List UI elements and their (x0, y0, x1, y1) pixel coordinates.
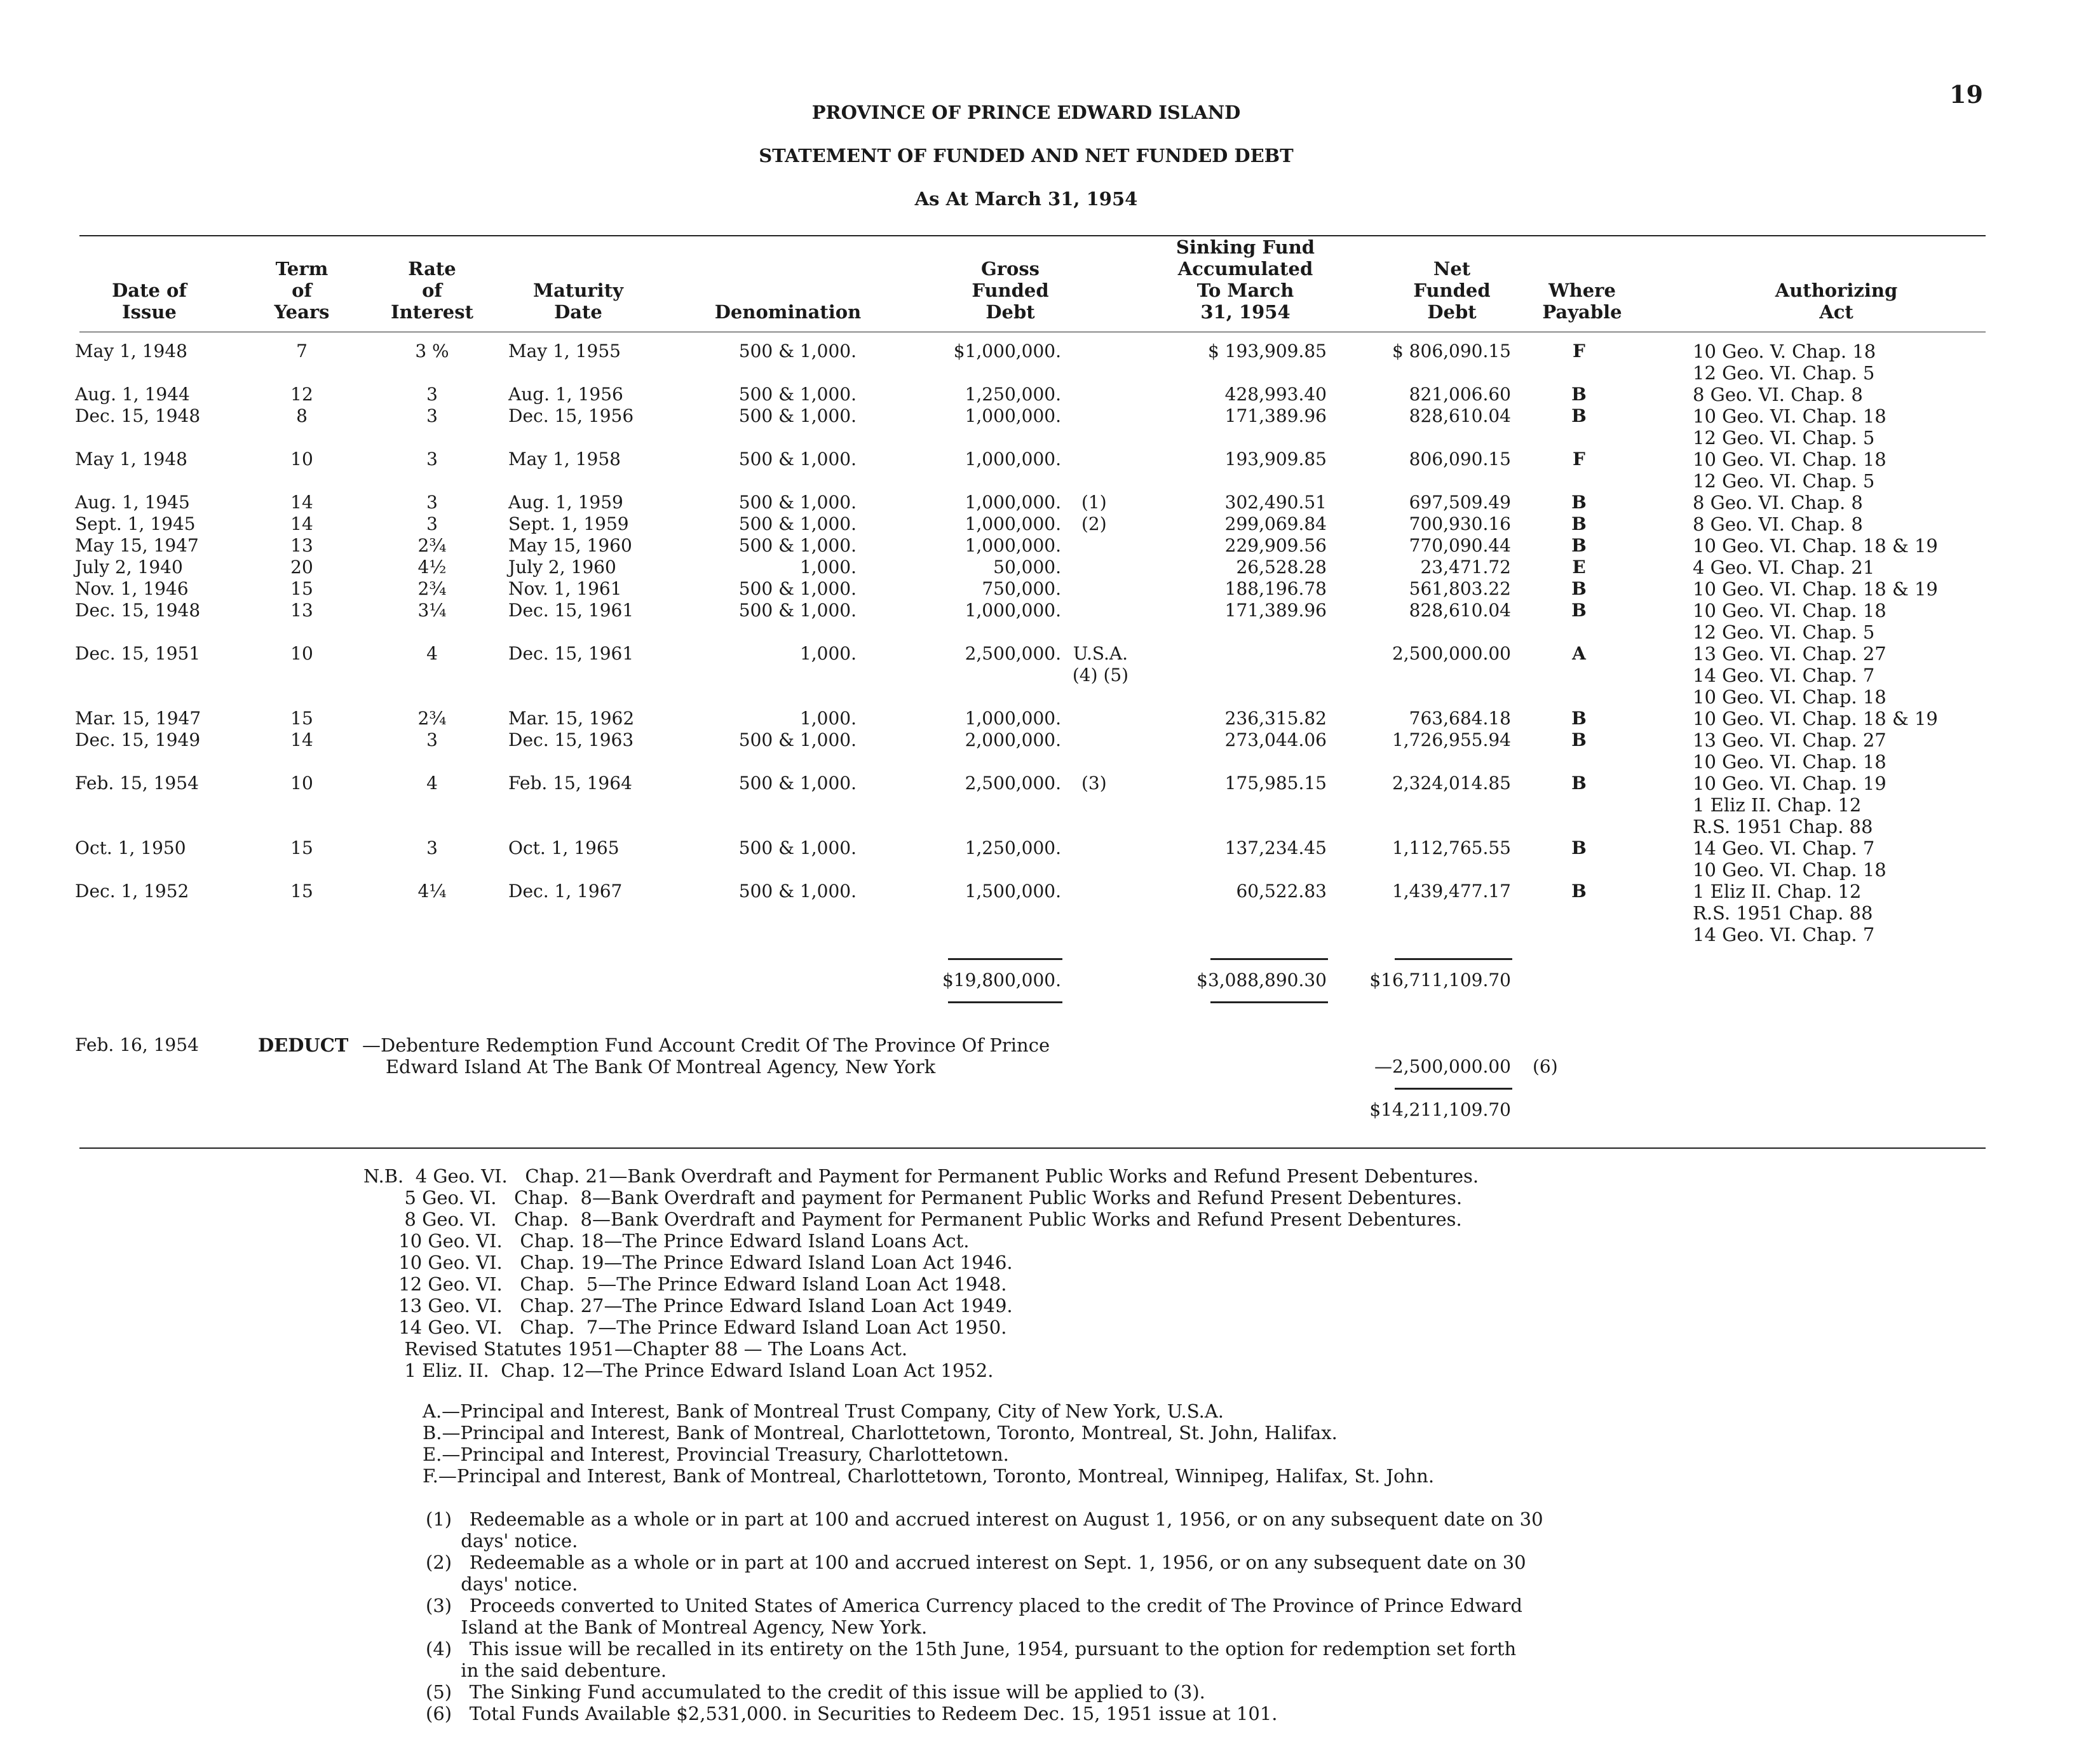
header-sinking: Sinking Fund Accumulated To March 31, 1954 (1175, 236, 1315, 323)
cell-denomination: 500 & 1,000. (738, 405, 857, 426)
cell-auth: 10 Geo. V. Chap. 18 12 Geo. VI. Chap. 5 (1693, 341, 1876, 384)
cell-gross: 1,000,000. (965, 535, 1061, 556)
cell-gross-note: U.S.A. (4) (5) (1072, 643, 1129, 686)
footnote-line: (6) Total Funds Available $2,531,000. in Securities to Redeem Dec. 15, 1951 issue at 101. (426, 1703, 1278, 1724)
cell-auth: 8 Geo. VI. Chap. 8 (1693, 513, 1863, 535)
cell-sinking: 229,909.56 (1224, 535, 1327, 556)
cell-auth: 10 Geo. VI. Chap. 18 & 19 (1693, 578, 1938, 600)
cell-maturity: Mar. 15, 1962 (508, 708, 635, 729)
cell-sinking: 137,234.45 (1224, 837, 1327, 858)
cell-maturity: Nov. 1, 1961 (508, 578, 622, 599)
legislation-line: 10 Geo. VI. Chap. 19—The Prince Edward Island Loan Act 1946. (363, 1252, 1013, 1273)
cell-net: 697,509.49 (1409, 492, 1511, 513)
cell-term: 14 (290, 513, 313, 534)
cell-denomination: 500 & 1,000. (738, 837, 857, 858)
legislation-line: 5 Geo. VI. Chap. 8—Bank Overdraft and payment for Permanent Public Works and Refund Present Debentures. (363, 1187, 1463, 1208)
cell-net: 806,090.15 (1409, 449, 1511, 470)
cell-net: 828,610.04 (1409, 405, 1511, 426)
top-rule (79, 235, 1986, 236)
footnote-line: (3) Proceeds converted to United States of America Currency placed to the credit of The Province of Prince Edward Island at the Bank of Montreal Agency, New York. (426, 1595, 1522, 1638)
cell-gross: 1,250,000. (965, 384, 1061, 405)
cell-maturity: July 2, 1960 (508, 557, 616, 578)
cell-date: Oct. 1, 1950 (75, 837, 186, 858)
cell-where: F (1573, 449, 1585, 470)
cell-term: 13 (290, 535, 313, 556)
statement-title: STATEMENT OF FUNDED AND NET FUNDED DEBT (759, 145, 1294, 166)
cell-maturity: Aug. 1, 1959 (508, 492, 623, 513)
cell-rate: 3 % (415, 341, 449, 362)
cell-maturity: May 1, 1955 (508, 341, 621, 362)
header-term: Term of Years (274, 258, 330, 323)
cell-rate: 3 (426, 492, 438, 513)
cell-date: Aug. 1, 1945 (75, 492, 190, 513)
cell-gross-note: (1) (1081, 492, 1107, 513)
deduct-amount: —2,500,000.00 (1374, 1056, 1511, 1077)
cell-date: Nov. 1, 1946 (75, 578, 189, 599)
cell-net: 23,471.72 (1420, 557, 1511, 578)
cell-rate: 3 (426, 405, 438, 426)
cell-rate: 2¾ (417, 535, 447, 556)
cell-date: Feb. 15, 1954 (75, 773, 199, 794)
gross-total-underline (948, 1001, 1062, 1003)
cell-where: B (1571, 773, 1587, 794)
cell-maturity: Oct. 1, 1965 (508, 837, 620, 858)
cell-date: May 1, 1948 (75, 341, 187, 362)
cell-rate: 4 (426, 643, 438, 664)
cell-term: 10 (290, 773, 313, 794)
cell-date: Dec. 15, 1951 (75, 643, 201, 664)
cell-sinking: $ 193,909.85 (1207, 341, 1327, 362)
cell-denomination: 1,000. (799, 708, 857, 729)
cell-gross: 2,000,000. (965, 729, 1061, 750)
cell-term: 14 (290, 729, 313, 750)
cell-gross-note: (3) (1081, 773, 1107, 794)
cell-where: F (1573, 341, 1585, 362)
payable-legend-line: B.—Principal and Interest, Bank of Montreal, Charlottetown, Toronto, Montreal, St. John, Halifax. (423, 1422, 1338, 1444)
cell-maturity: Dec. 1, 1967 (508, 881, 623, 902)
cell-maturity: May 15, 1960 (508, 535, 632, 556)
cell-rate: 2¾ (417, 708, 447, 729)
cell-sinking: 188,196.78 (1224, 578, 1327, 599)
legislation-line: 10 Geo. VI. Chap. 18—The Prince Edward Island Loans Act. (363, 1230, 970, 1252)
cell-date: July 2, 1940 (75, 557, 183, 578)
cell-term: 20 (290, 557, 313, 578)
cell-sinking: 236,315.82 (1224, 708, 1327, 729)
cell-date: May 15, 1947 (75, 535, 199, 556)
cell-gross: 1,000,000. (965, 513, 1061, 534)
cell-date: Mar. 15, 1947 (75, 708, 201, 729)
cell-term: 8 (296, 405, 308, 426)
header-denomination: Denomination (714, 301, 862, 323)
cell-auth: 10 Geo. VI. Chap. 19 1 Eliz II. Chap. 12 R.S. 1951 Chap. 88 (1693, 773, 1887, 837)
cell-auth: 13 Geo. VI. Chap. 27 14 Geo. VI. Chap. 7 10 Geo. VI. Chap. 18 (1693, 643, 1887, 708)
header-rate: Rate of Interest (391, 258, 473, 323)
cell-denomination: 500 & 1,000. (738, 729, 857, 750)
cell-denomination: 500 & 1,000. (738, 773, 857, 794)
header-auth: Authorizing Act (1775, 280, 1898, 323)
legislation-line: 1 Eliz. II. Chap. 12—The Prince Edward Island Loan Act 1952. (363, 1360, 994, 1381)
cell-denomination: 1,000. (799, 643, 857, 664)
cell-maturity: Aug. 1, 1956 (508, 384, 623, 405)
cell-rate: 3 (426, 449, 438, 470)
cell-term: 15 (290, 578, 313, 599)
sink-total-underline (1210, 1001, 1328, 1003)
cell-auth: 10 Geo. VI. Chap. 18 12 Geo. VI. Chap. 5 (1693, 449, 1887, 492)
cell-where: B (1571, 881, 1587, 902)
cell-denomination: 500 & 1,000. (738, 341, 857, 362)
cell-date: Dec. 1, 1952 (75, 881, 189, 902)
net-total-rule (1395, 958, 1512, 960)
cell-denomination: 500 & 1,000. (738, 513, 857, 534)
cell-sinking: 171,389.96 (1224, 600, 1327, 621)
deduct-rule (1395, 1088, 1512, 1090)
cell-date: Aug. 1, 1944 (75, 384, 190, 405)
cell-where: B (1571, 600, 1587, 621)
bottom-rule (79, 1147, 1986, 1149)
cell-net: 700,930.16 (1409, 513, 1511, 534)
cell-sinking: 299,069.84 (1224, 513, 1327, 534)
cell-rate: 3 (426, 837, 438, 858)
total-gross: $19,800,000. (942, 970, 1061, 991)
cell-term: 10 (290, 643, 313, 664)
cell-net: 561,803.22 (1409, 578, 1511, 599)
legislation-line: 13 Geo. VI. Chap. 27—The Prince Edward Island Loan Act 1949. (363, 1295, 1013, 1316)
cell-auth: 10 Geo. VI. Chap. 18 12 Geo. VI. Chap. 5 (1693, 405, 1887, 449)
deduct-note: (6) (1533, 1056, 1558, 1077)
cell-date: Dec. 15, 1948 (75, 405, 201, 426)
cell-net: 1,112,765.55 (1392, 837, 1511, 858)
cell-net: 821,006.60 (1409, 384, 1511, 405)
cell-sinking: 302,490.51 (1224, 492, 1327, 513)
cell-rate: 3 (426, 729, 438, 750)
cell-auth: 10 Geo. VI. Chap. 18 & 19 (1693, 708, 1938, 729)
cell-term: 15 (290, 837, 313, 858)
cell-where: B (1571, 837, 1587, 858)
cell-date: Dec. 15, 1949 (75, 729, 201, 750)
cell-maturity: Dec. 15, 1956 (508, 405, 634, 426)
cell-term: 7 (296, 341, 308, 362)
cell-denomination: 500 & 1,000. (738, 600, 857, 621)
cell-where: B (1571, 492, 1587, 513)
legislation-line: 12 Geo. VI. Chap. 5—The Prince Edward Island Loan Act 1948. (363, 1273, 1007, 1295)
cell-gross: $1,000,000. (953, 341, 1061, 362)
cell-term: 14 (290, 492, 313, 513)
cell-maturity: Sept. 1, 1959 (508, 513, 629, 534)
header-gross: Gross Funded Debt (972, 258, 1049, 323)
footnote-line: (4) This issue will be recalled in its entirety on the 15th June, 1954, pursuant to the option for redemption set forth in the said debenture. (426, 1638, 1517, 1681)
header-maturity: Maturity Date (533, 280, 623, 323)
legislation-line: Revised Statutes 1951—Chapter 88 — The Loans Act. (363, 1338, 908, 1360)
payable-legend-line: A.—Principal and Interest, Bank of Montreal Trust Company, City of New York, U.S.A. (423, 1400, 1224, 1422)
cell-sinking: 193,909.85 (1224, 449, 1327, 470)
cell-where: B (1571, 535, 1587, 556)
cell-denomination: 500 & 1,000. (738, 492, 857, 513)
cell-where: B (1571, 578, 1587, 599)
total-net: $16,711,109.70 (1369, 970, 1511, 991)
cell-where: B (1571, 708, 1587, 729)
legislation-line: 14 Geo. VI. Chap. 7—The Prince Edward Island Loan Act 1950. (363, 1316, 1007, 1338)
footnote-line: (5) The Sinking Fund accumulated to the credit of this issue will be applied to (3). (426, 1681, 1205, 1703)
cell-auth: 14 Geo. VI. Chap. 7 10 Geo. VI. Chap. 18 (1693, 837, 1887, 881)
footnote-line: (2) Redeemable as a whole or in part at 100 and accrued interest on Sept. 1, 1956, or on any subsequent date on 30 days' notice. (426, 1552, 1526, 1595)
final-net-total: $14,211,109.70 (1369, 1099, 1511, 1120)
cell-auth: 8 Geo. VI. Chap. 8 (1693, 492, 1863, 513)
cell-maturity: May 1, 1958 (508, 449, 621, 470)
header-net: Net Funded Debt (1413, 258, 1491, 323)
cell-sinking: 175,985.15 (1224, 773, 1327, 794)
cell-where: B (1571, 513, 1587, 534)
cell-where: B (1571, 405, 1587, 426)
cell-denomination: 500 & 1,000. (738, 384, 857, 405)
total-sinking: $3,088,890.30 (1196, 970, 1327, 991)
gross-total-rule (948, 958, 1062, 960)
cell-net: 770,090.44 (1409, 535, 1511, 556)
cell-maturity: Feb. 15, 1964 (508, 773, 632, 794)
cell-where: A (1572, 643, 1586, 664)
cell-rate: 3 (426, 513, 438, 534)
cell-denomination: 500 & 1,000. (738, 535, 857, 556)
cell-sinking: 273,044.06 (1224, 729, 1327, 750)
legislation-line: N.B. 4 Geo. VI. Chap. 21—Bank Overdraft and Payment for Permanent Public Works and Refund Present Debentures. (363, 1165, 1479, 1187)
cell-gross: 1,250,000. (965, 837, 1061, 858)
cell-auth: 4 Geo. VI. Chap. 21 (1693, 557, 1875, 578)
cell-rate: 4 (426, 773, 438, 794)
cell-auth: 1 Eliz II. Chap. 12 R.S. 1951 Chap. 88 14 Geo. VI. Chap. 7 (1693, 881, 1875, 945)
cell-gross: 2,500,000. (965, 773, 1061, 794)
cell-rate: 2¾ (417, 578, 447, 599)
cell-denomination: 1,000. (799, 557, 857, 578)
cell-rate: 4¼ (417, 881, 447, 902)
cell-net: 763,684.18 (1409, 708, 1511, 729)
payable-legend-line: E.—Principal and Interest, Provincial Treasury, Charlottetown. (423, 1444, 1009, 1465)
deduct-label: DEDUCT (258, 1034, 349, 1056)
page-title: PROVINCE OF PRINCE EDWARD ISLAND (811, 102, 1241, 123)
deduct-text: —Debenture Redemption Fund Account Credit Of The Province Of Prince Edward Island At The Bank Of Montreal Agency, New York (362, 1034, 1050, 1078)
cell-gross: 1,000,000. (965, 449, 1061, 470)
cell-date: Sept. 1, 1945 (75, 513, 196, 534)
cell-maturity: Dec. 15, 1963 (508, 729, 634, 750)
cell-auth: 8 Geo. VI. Chap. 8 (1693, 384, 1863, 405)
cell-gross: 1,000,000. (965, 600, 1061, 621)
cell-term: 15 (290, 881, 313, 902)
cell-term: 15 (290, 708, 313, 729)
cell-gross-note: (2) (1081, 513, 1107, 534)
cell-rate: 4½ (417, 557, 447, 578)
page-number: 19 (1949, 80, 1983, 109)
legislation-line: 8 Geo. VI. Chap. 8—Bank Overdraft and Payment for Permanent Public Works and Refund Present Debentures. (363, 1208, 1462, 1230)
cell-net: 2,500,000.00 (1392, 643, 1511, 664)
cell-gross: 1,500,000. (965, 881, 1061, 902)
cell-term: 10 (290, 449, 313, 470)
cell-where: E (1572, 557, 1586, 578)
cell-gross: 750,000. (982, 578, 1061, 599)
cell-where: B (1571, 384, 1587, 405)
header-where: Where Payable (1542, 280, 1622, 323)
cell-gross: 1,000,000. (965, 405, 1061, 426)
cell-sinking: 60,522.83 (1236, 881, 1327, 902)
cell-gross: 50,000. (993, 557, 1061, 578)
cell-gross: 1,000,000. (965, 492, 1061, 513)
cell-term: 12 (290, 384, 313, 405)
cell-net: 1,726,955.94 (1392, 729, 1511, 750)
cell-denomination: 500 & 1,000. (738, 881, 857, 902)
cell-net: 828,610.04 (1409, 600, 1511, 621)
cell-denomination: 500 & 1,000. (738, 449, 857, 470)
cell-net: 2,324,014.85 (1392, 773, 1511, 794)
cell-rate: 3 (426, 384, 438, 405)
cell-denomination: 500 & 1,000. (738, 578, 857, 599)
cell-sinking: 171,389.96 (1224, 405, 1327, 426)
cell-rate: 3¼ (417, 600, 447, 621)
statement-date: As At March 31, 1954 (914, 188, 1138, 210)
cell-where: B (1571, 729, 1587, 750)
footnote-line: (1) Redeemable as a whole or in part at 100 and accrued interest on August 1, 1956, or on any subsequent date on 30 days' notice. (426, 1508, 1543, 1552)
cell-date: May 1, 1948 (75, 449, 187, 470)
cell-auth: 13 Geo. VI. Chap. 27 10 Geo. VI. Chap. 18 (1693, 729, 1887, 773)
deduct-date: Feb. 16, 1954 (75, 1034, 199, 1055)
cell-date: Dec. 15, 1948 (75, 600, 201, 621)
cell-sinking: 428,993.40 (1224, 384, 1327, 405)
cell-maturity: Dec. 15, 1961 (508, 600, 634, 621)
payable-legend-line: F.—Principal and Interest, Bank of Montreal, Charlottetown, Toronto, Montreal, Winnipeg, Halifax, St. John. (423, 1465, 1435, 1487)
header-date: Date of Issue (112, 280, 187, 323)
cell-gross: 2,500,000. (965, 643, 1061, 664)
sink-total-rule (1210, 958, 1328, 960)
cell-term: 13 (290, 600, 313, 621)
cell-net: $ 806,090.15 (1392, 341, 1511, 362)
cell-auth: 10 Geo. VI. Chap. 18 & 19 (1693, 535, 1938, 557)
cell-auth: 10 Geo. VI. Chap. 18 12 Geo. VI. Chap. 5 (1693, 600, 1887, 643)
cell-net: 1,439,477.17 (1392, 881, 1511, 902)
cell-gross: 1,000,000. (965, 708, 1061, 729)
cell-maturity: Dec. 15, 1961 (508, 643, 634, 664)
cell-sinking: 26,528.28 (1236, 557, 1327, 578)
